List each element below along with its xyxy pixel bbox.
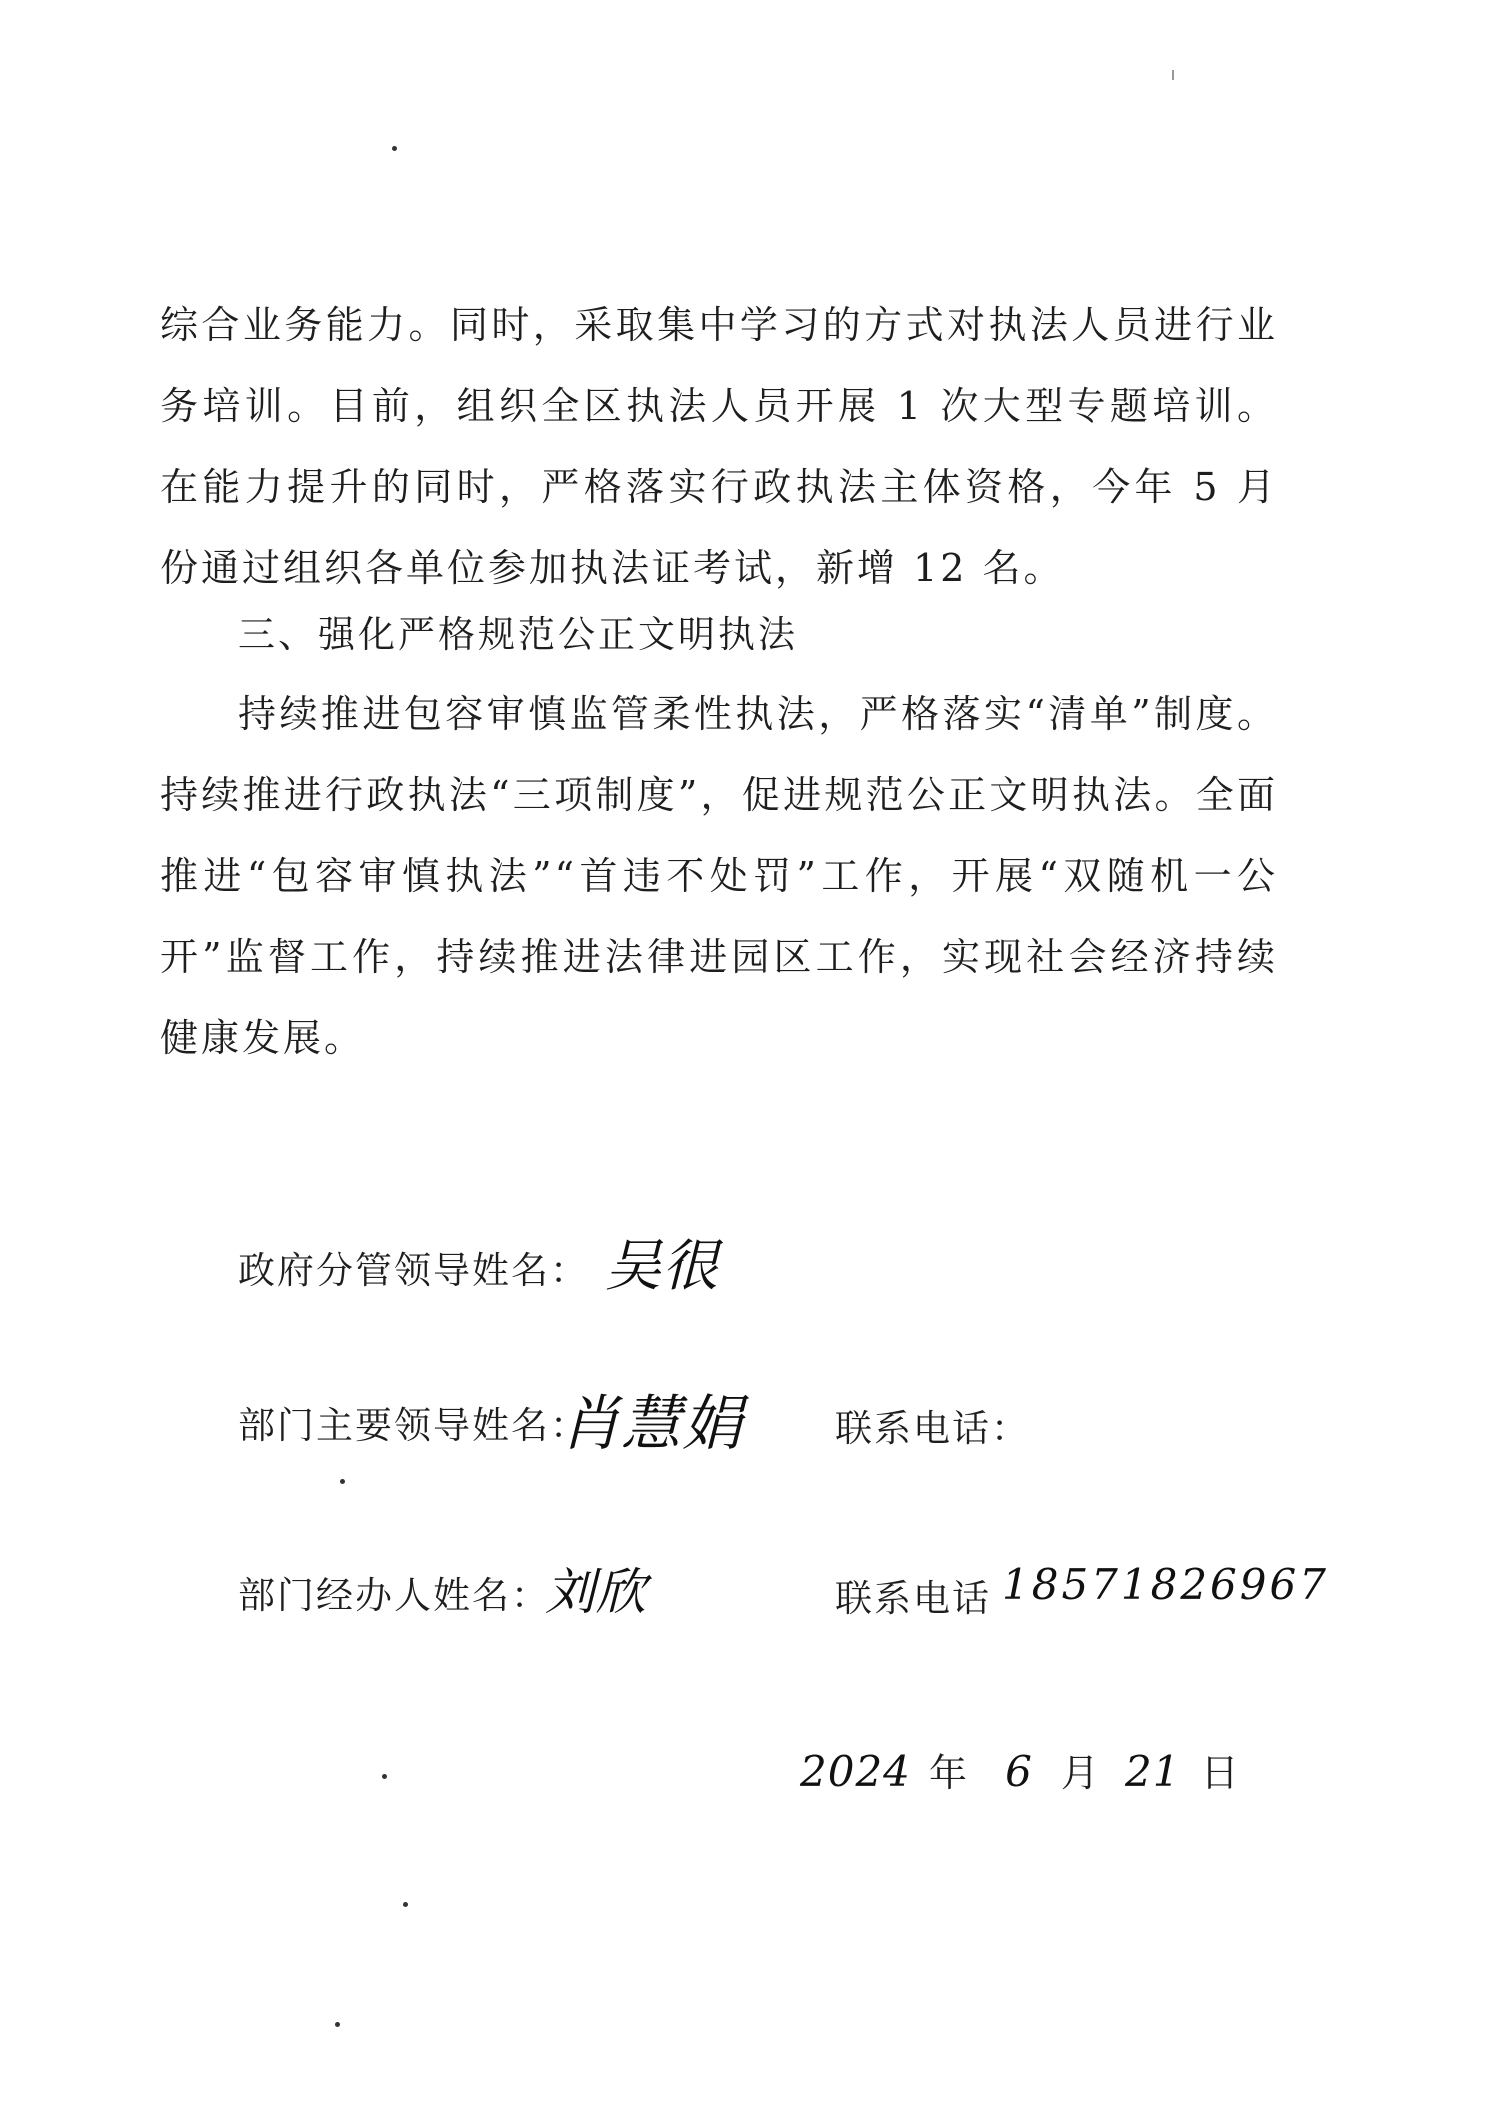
scan-mark [1172,70,1174,80]
body-paragraph-1: 综合业务能力。同时，采取集中学习的方式对执法人员进行业务培训。目前，组织全区执法人员开展 1 次大型专题培训。在能力提升的同时，严格落实行政执法主体资格，今年 5 月份通过组织各单位参加执法证考试，新增 12 名。 [160,303,1278,590]
date-month: 6 [1005,1747,1033,1796]
scan-dot [340,1479,345,1484]
gov-leader-label: 政府分管领导姓名： [238,1249,589,1292]
date-day: 21 [1125,1747,1181,1796]
scan-dot [392,146,397,151]
date-month-suffix: 月 [1060,1751,1099,1795]
phone-row-2 [835,1568,991,1622]
dept-leader-row [238,1395,589,1449]
scan-dot [403,1902,408,1907]
phone-label-2: 联系电话 [835,1577,991,1620]
dept-leader-signature: 肖慧娟 [560,1389,743,1459]
phone-row-1 [835,1398,1030,1452]
handler-label: 部门经办人姓名： [238,1574,550,1617]
date-day-suffix: 日 [1200,1751,1239,1795]
scan-dot [335,2022,340,2027]
section-heading-3: 三、强化严格规范公正文明执法 [238,613,798,656]
body-paragraph-2: 持续推进包容审慎监管柔性执法，严格落实“清单”制度。持续推进行政执法“三项制度”，促进规范公正文明执法。全面推进“包容审慎执法”“首违不处罚”工作，开展“双随机一公开”监督工作，持续推进法律进园区工作，实现社会经济持续健康发展。 [160,692,1278,1060]
handler-signature: 刘欣 [545,1563,647,1621]
dept-leader-label: 部门主要领导姓名： [238,1404,589,1447]
handler-row [238,1565,550,1619]
date-line [800,1742,1239,1797]
gov-leader-signature: 吴很 [605,1234,719,1299]
phone-number: 18571826967 [1002,1560,1329,1609]
phone-label-1: 联系电话： [835,1407,1030,1450]
date-year: 2024 [800,1747,911,1796]
gov-leader-row [238,1240,589,1294]
scan-dot [382,1774,387,1779]
date-year-suffix: 年 [928,1751,967,1795]
